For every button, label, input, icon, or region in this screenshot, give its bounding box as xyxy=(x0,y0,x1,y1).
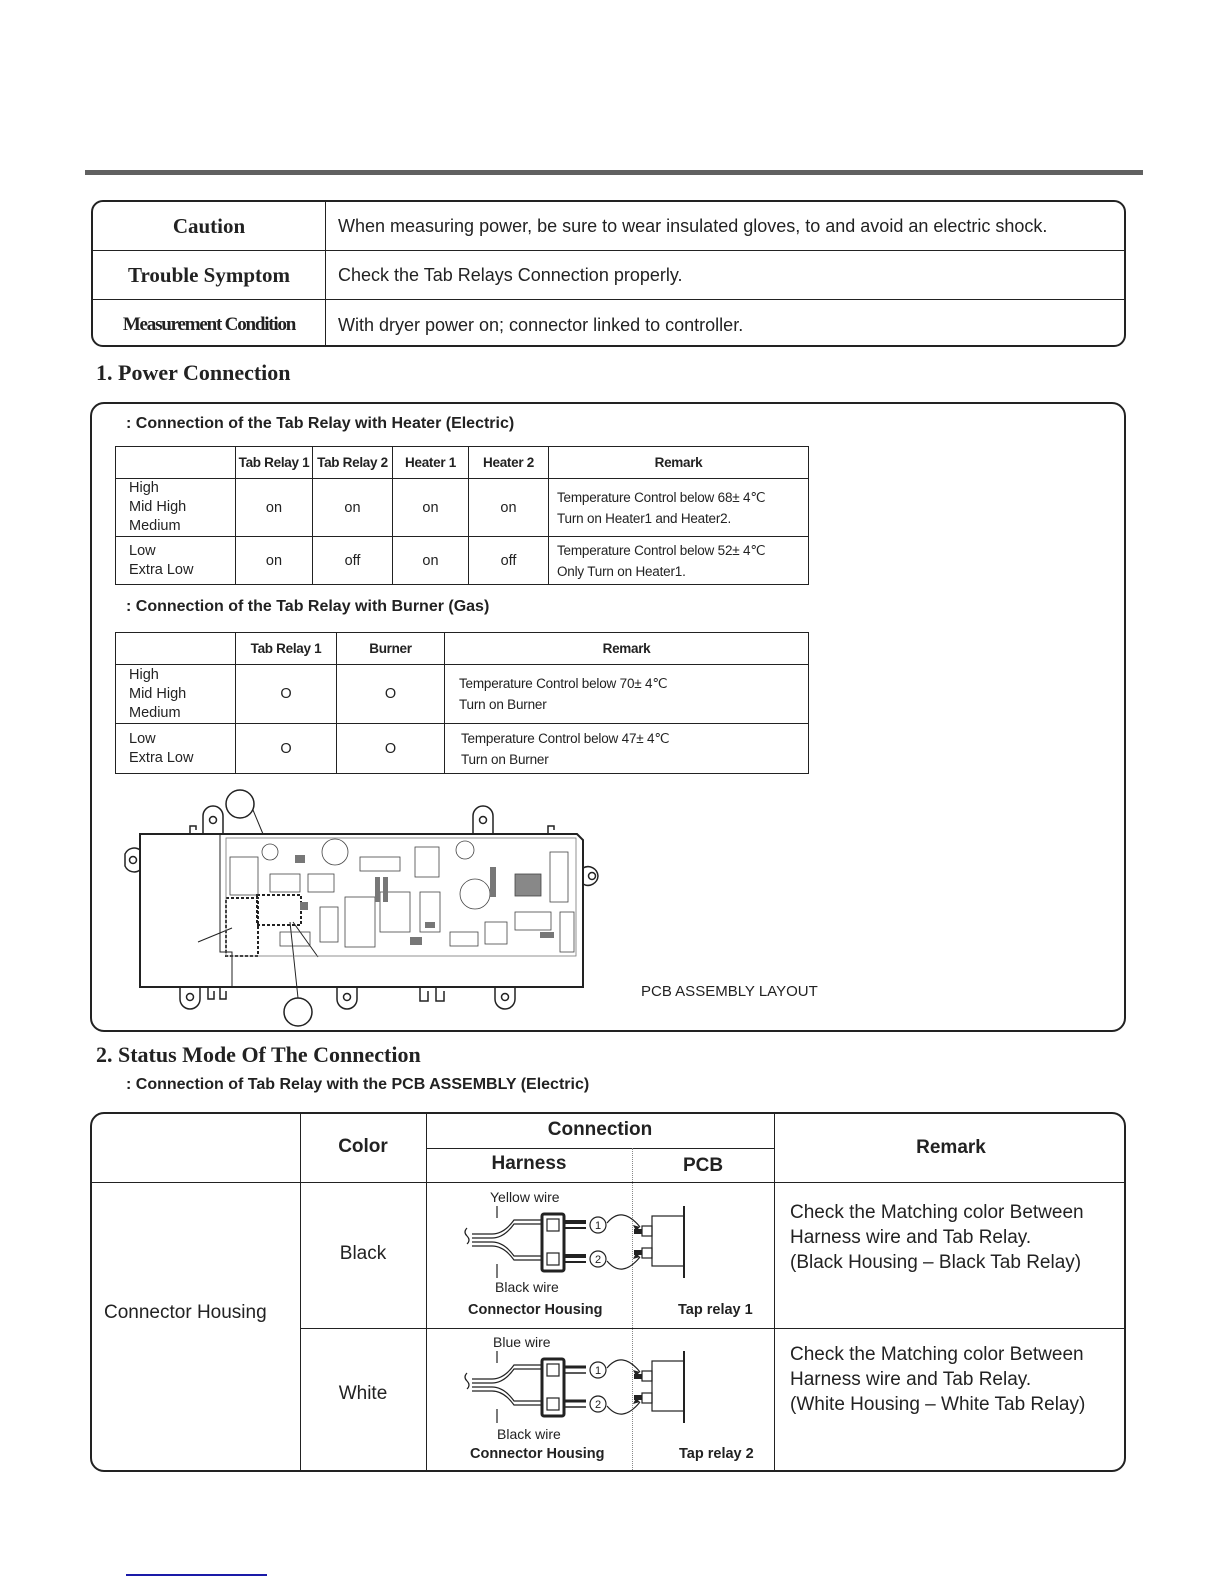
remark-line: (White Housing – White Tab Relay) xyxy=(790,1394,1086,1415)
black-wire-label: Black wire xyxy=(497,1426,561,1442)
trouble-symptom-row xyxy=(93,251,1124,300)
tab-relay-1-value: O xyxy=(236,665,337,724)
remark-line: Turn on Burner xyxy=(459,697,547,712)
blue-wire-label: Blue wire xyxy=(493,1334,551,1350)
mode-medium: Medium xyxy=(129,518,181,534)
tap-relay-1-caption: Tap relay 1 xyxy=(678,1302,753,1318)
remark-cell xyxy=(549,537,809,585)
mode-cell xyxy=(116,665,236,724)
section-1-title: 1. Power Connection xyxy=(96,360,291,385)
header-blank xyxy=(116,633,236,665)
trouble-symptom-value: Check the Tab Relays Connection properly. xyxy=(338,264,683,285)
remark-line: Check the Matching color Between xyxy=(790,1344,1084,1365)
color-white: White xyxy=(338,1383,388,1404)
black-wire-label: Black wire xyxy=(495,1279,559,1295)
measurement-condition-label: Measurement Condition xyxy=(93,300,326,347)
header-harness: Harness xyxy=(491,1153,567,1174)
caution-label: Caution xyxy=(93,202,326,250)
tab-relay-2-value: off xyxy=(313,537,393,585)
tab-relay-1-value: O xyxy=(236,724,337,774)
mode-mid-high: Mid High xyxy=(129,499,187,515)
mode-extra-low: Extra Low xyxy=(129,749,194,766)
mode-cell xyxy=(116,724,236,774)
header-heater-1: Heater 1 xyxy=(393,447,469,479)
header-rule xyxy=(85,170,1143,175)
electric-subtitle: : Connection of the Tab Relay with Heater (Electric) xyxy=(126,415,515,432)
mode-low: Low xyxy=(129,542,156,559)
remark-line: Temperature Control below 47± 4℃ xyxy=(461,730,670,746)
connector-diagram-black xyxy=(462,1206,722,1281)
connector-diagram-white xyxy=(462,1351,722,1426)
remark-cell xyxy=(445,724,809,774)
color-black: Black xyxy=(339,1243,387,1264)
caution-row xyxy=(93,202,1124,251)
header-connection: Connection xyxy=(547,1119,653,1140)
measurement-condition-value: With dryer power on; connector linked to controller. xyxy=(338,314,744,335)
caution-value: When measuring power, be sure to wear insulated gloves, to and avoid an electric shock. xyxy=(338,215,1048,236)
burner-value: O xyxy=(337,724,445,774)
table-row xyxy=(116,537,809,585)
remark-line: Turn on Burner xyxy=(461,751,549,767)
remark-cell xyxy=(445,665,809,724)
header-blank xyxy=(116,447,236,479)
mode-extra-low: Extra Low xyxy=(129,561,194,578)
mode-mid-high: Mid High xyxy=(129,685,187,702)
remark-black xyxy=(790,1200,1084,1275)
remark-line: Temperature Control below 52± 4℃ xyxy=(557,542,766,558)
remark-line: Harness wire and Tab Relay. xyxy=(790,1369,1032,1390)
header-remark: Remark xyxy=(549,447,809,479)
row-divider xyxy=(300,1328,1126,1329)
remark-line: Turn on Heater1 and Heater2. xyxy=(557,510,732,526)
col-divider xyxy=(774,1114,775,1470)
remark-line: (Black Housing – Black Tab Relay) xyxy=(790,1252,1082,1273)
section-2-subtitle: : Connection of Tab Relay with the PCB ASSEMBLY (Electric) xyxy=(126,1076,590,1093)
mode-cell xyxy=(116,537,236,585)
remark-white xyxy=(790,1342,1085,1417)
connection-status-table xyxy=(90,1112,1126,1472)
svg-text:1: 1 xyxy=(595,1365,602,1377)
heater-1-value: on xyxy=(393,479,469,537)
header-burner: Burner xyxy=(337,633,445,665)
remark-line: Check the Matching color Between xyxy=(790,1202,1084,1223)
pcb-assembly-drawing xyxy=(120,782,620,1027)
mode-cell xyxy=(116,479,236,537)
mode-low: Low xyxy=(129,730,156,747)
col-divider xyxy=(300,1114,301,1470)
header-color: Color xyxy=(338,1136,388,1157)
measurement-condition-row xyxy=(93,300,1124,347)
header-heater-2: Heater 2 xyxy=(469,447,549,479)
section-2-title: 2. Status Mode Of The Connection xyxy=(96,1042,421,1067)
remark-line: Harness wire and Tab Relay. xyxy=(790,1227,1032,1248)
yellow-wire-label: Yellow wire xyxy=(490,1189,560,1205)
remark-cell xyxy=(549,479,809,537)
table-row xyxy=(116,724,809,774)
connector-housing-label: Connector Housing xyxy=(104,1302,267,1323)
heater-2-value: on xyxy=(469,479,549,537)
svg-text:2: 2 xyxy=(595,1399,602,1411)
table-header-row xyxy=(116,633,809,665)
footer-link-underline[interactable] xyxy=(126,1574,267,1576)
tab-relay-2-value: on xyxy=(313,479,393,537)
trouble-symptom-label: Trouble Symptom xyxy=(93,251,326,299)
svg-text:2: 2 xyxy=(595,1254,602,1266)
electric-relay-table xyxy=(115,446,809,585)
mode-medium: Medium xyxy=(129,704,181,721)
table-row xyxy=(116,665,809,724)
connector-housing-caption: Connector Housing xyxy=(470,1446,605,1462)
tap-relay-2-caption: Tap relay 2 xyxy=(679,1446,754,1462)
info-table xyxy=(91,200,1126,347)
remark-line: Temperature Control below 68± 4℃ xyxy=(557,489,766,505)
mode-high: High xyxy=(129,666,159,683)
header-tab-relay-1: Tab Relay 1 xyxy=(236,447,313,479)
remark-line: Only Turn on Heater1. xyxy=(557,563,686,579)
heater-1-value: on xyxy=(393,537,469,585)
row-divider xyxy=(426,1148,774,1149)
header-pcb: PCB xyxy=(682,1155,724,1176)
mode-high: High xyxy=(129,480,159,496)
row-divider xyxy=(92,1182,1126,1183)
header-tab-relay-2: Tab Relay 2 xyxy=(313,447,393,479)
table-row xyxy=(116,479,809,537)
pcb-assembly-layout-label: PCB ASSEMBLY LAYOUT xyxy=(641,983,818,1000)
header-remark: Remark xyxy=(916,1137,986,1158)
remark-line: Temperature Control below 70± 4℃ xyxy=(459,676,668,691)
header-remark: Remark xyxy=(445,633,809,665)
heater-2-value: off xyxy=(469,537,549,585)
tab-relay-1-value: on xyxy=(236,537,313,585)
gas-relay-table xyxy=(115,632,809,774)
gas-subtitle: : Connection of the Tab Relay with Burner (Gas) xyxy=(126,598,490,615)
header-tab-relay-1: Tab Relay 1 xyxy=(236,633,337,665)
connector-housing-caption: Connector Housing xyxy=(468,1302,603,1318)
tab-relay-1-value: on xyxy=(236,479,313,537)
table-header-row xyxy=(116,447,809,479)
svg-text:1: 1 xyxy=(595,1220,602,1232)
burner-value: O xyxy=(337,665,445,724)
